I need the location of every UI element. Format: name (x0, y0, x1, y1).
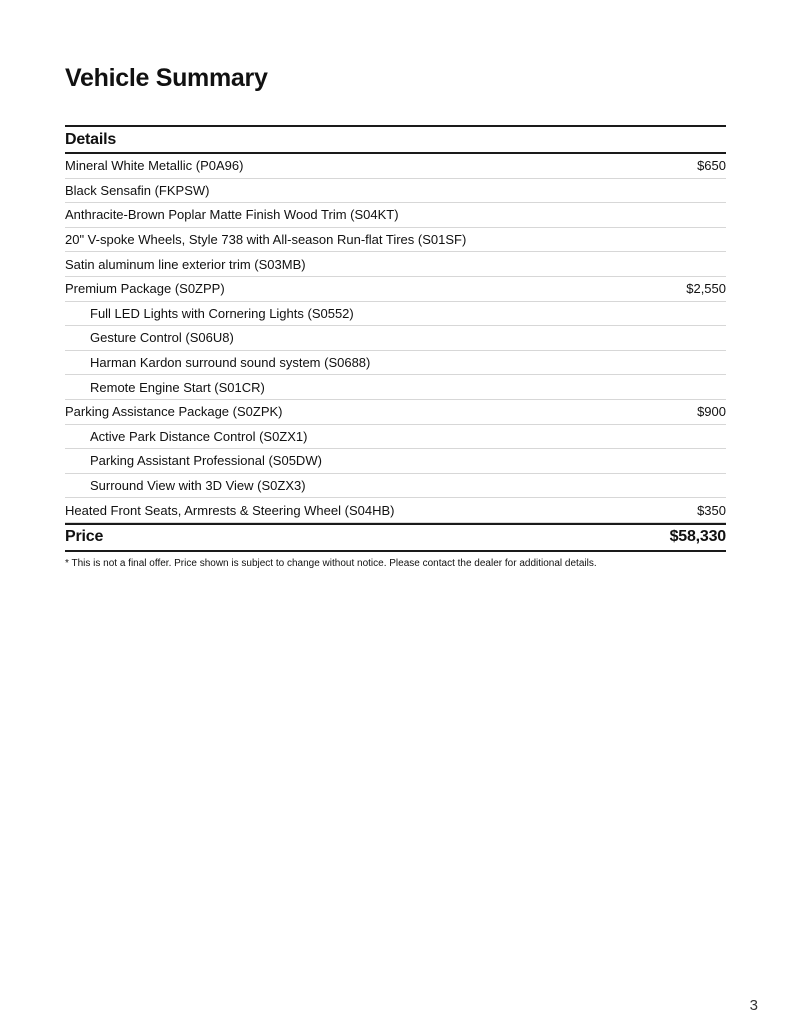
detail-label: Gesture Control (S06U8) (90, 330, 234, 346)
detail-row (65, 252, 726, 277)
detail-subrow (65, 302, 726, 327)
detail-row (65, 203, 726, 228)
detail-label: Surround View with 3D View (S0ZX3) (90, 478, 306, 494)
detail-label: Active Park Distance Control (S0ZX1) (90, 428, 308, 444)
detail-row (65, 154, 726, 179)
vehicle-summary-table (65, 125, 726, 571)
detail-row (65, 400, 726, 425)
detail-subrow (65, 474, 726, 499)
detail-label: Remote Engine Start (S01CR) (90, 379, 265, 395)
detail-price: $900 (697, 404, 726, 420)
page-title: Vehicle Summary (65, 64, 268, 92)
detail-price: $350 (697, 502, 726, 518)
detail-row (65, 179, 726, 204)
detail-subrow (65, 326, 726, 351)
detail-row (65, 228, 726, 253)
detail-row (65, 498, 726, 523)
detail-label: Full LED Lights with Cornering Lights (S0552) (90, 305, 354, 321)
detail-price: $2,550 (686, 281, 726, 297)
page-number: 3 (749, 997, 758, 1014)
detail-label: 20" V-spoke Wheels, Style 738 with All-season Run-flat Tires (S01SF) (65, 232, 467, 248)
price-total-value: $58,330 (669, 528, 726, 546)
detail-subrow (65, 425, 726, 450)
detail-price: $650 (697, 158, 726, 174)
detail-subrow (65, 375, 726, 400)
detail-label: Parking Assistant Professional (S05DW) (90, 453, 322, 469)
detail-label: Anthracite-Brown Poplar Matte Finish Wood Trim (S04KT) (65, 207, 399, 223)
price-total-row (65, 523, 726, 552)
detail-label: Satin aluminum line exterior trim (S03MB) (65, 256, 306, 272)
details-list (65, 154, 726, 523)
detail-label: Mineral White Metallic (P0A96) (65, 158, 244, 174)
detail-label: Harman Kardon surround sound system (S0688) (90, 355, 371, 371)
detail-label: Black Sensafin (FKPSW) (65, 182, 210, 198)
detail-label: Premium Package (S0ZPP) (65, 281, 225, 297)
detail-subrow (65, 351, 726, 376)
detail-subrow (65, 449, 726, 474)
disclaimer-note: * This is not a final offer. Price shown is subject to change without notice. Please contact the dealer for additional details. (65, 557, 597, 569)
details-header: Details (65, 125, 726, 154)
price-total-label: Price (65, 528, 104, 546)
detail-label: Heated Front Seats, Armrests & Steering Wheel (S04HB) (65, 502, 395, 518)
detail-row (65, 277, 726, 302)
detail-label: Parking Assistance Package (S0ZPK) (65, 404, 283, 420)
